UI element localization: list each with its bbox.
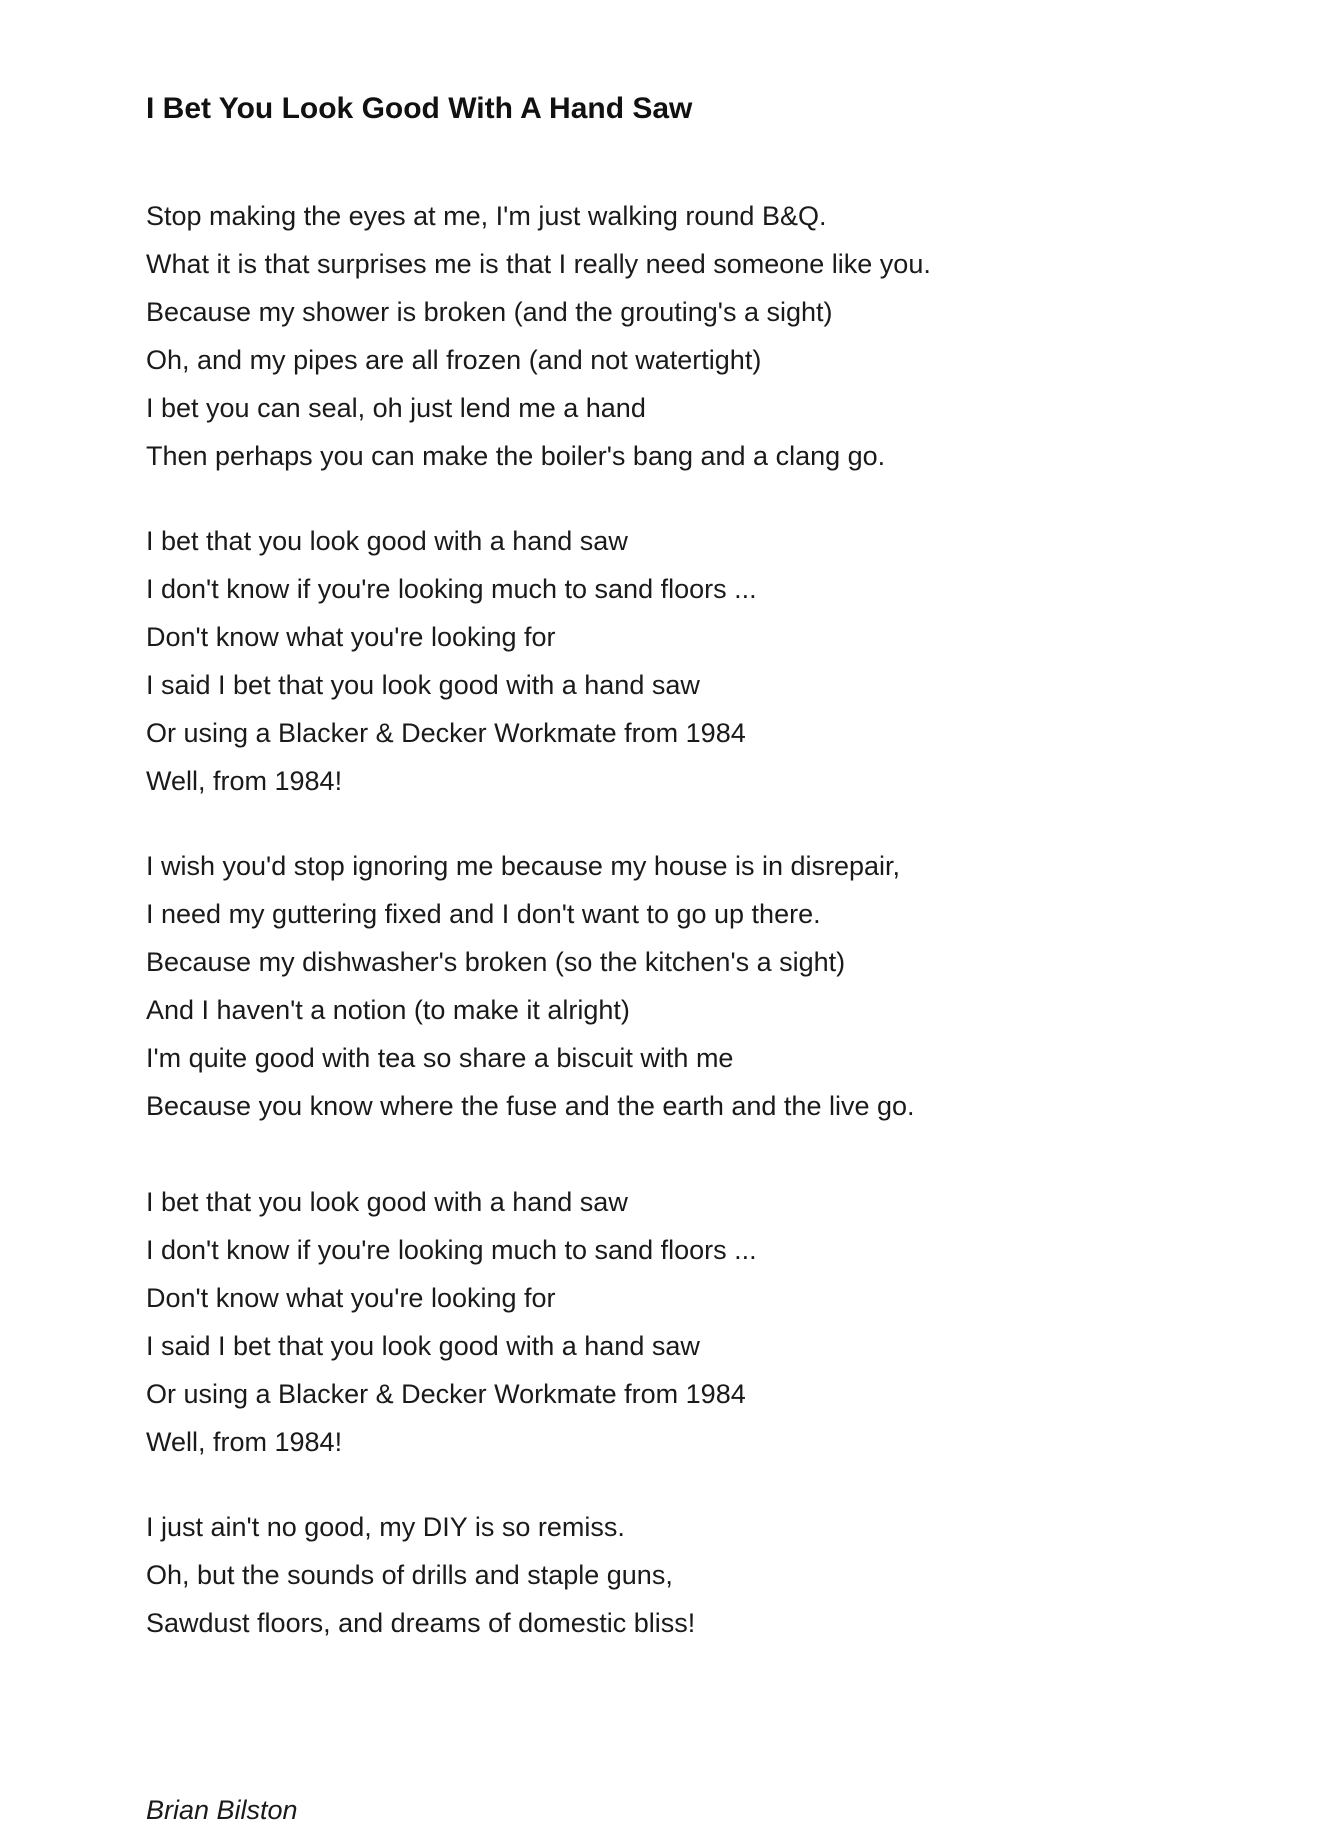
stanza-1 [146, 192, 931, 480]
poem-line: I'm quite good with tea so share a biscuit with me [146, 1043, 734, 1073]
poem-line: Or using a Blacker & Decker Workmate from 1984 [146, 1379, 746, 1409]
poem-author: Brian Bilston [146, 1795, 298, 1825]
poem-line: Don't know what you're looking for [146, 1283, 556, 1313]
poem-line: Then perhaps you can make the boiler's bang and a clang go. [146, 441, 886, 471]
stanza-4 [146, 1178, 757, 1466]
poem-line: I bet that you look good with a hand saw [146, 526, 628, 556]
poem-line: I just ain't no good, my DIY is so remiss. [146, 1512, 625, 1542]
poem-line: Oh, but the sounds of drills and staple guns, [146, 1560, 673, 1590]
poem-title: I Bet You Look Good With A Hand Saw [146, 92, 693, 125]
poem-line: I bet that you look good with a hand saw [146, 1187, 628, 1217]
poem-line: And I haven't a notion (to make it alright) [146, 995, 630, 1025]
poem-line: I don't know if you're looking much to sand floors ... [146, 1235, 757, 1265]
poem-line: Because my shower is broken (and the grouting's a sight) [146, 297, 833, 327]
stanza-5 [146, 1503, 695, 1647]
poem-line: Well, from 1984! [146, 1427, 343, 1457]
poem-line: I don't know if you're looking much to sand floors ... [146, 574, 757, 604]
poem-line: I bet you can seal, oh just lend me a hand [146, 393, 646, 423]
poem-line: I need my guttering fixed and I don't want to go up there. [146, 899, 821, 929]
stanza-2 [146, 517, 757, 805]
poem-line: Or using a Blacker & Decker Workmate from 1984 [146, 718, 746, 748]
poem-line: I said I bet that you look good with a hand saw [146, 670, 700, 700]
poem-line: What it is that surprises me is that I really need someone like you. [146, 249, 931, 279]
poem-line: Stop making the eyes at me, I'm just walking round B&Q. [146, 201, 827, 231]
poem-line: Oh, and my pipes are all frozen (and not watertight) [146, 345, 762, 375]
stanza-3 [146, 842, 915, 1130]
poem-line: I said I bet that you look good with a hand saw [146, 1331, 700, 1361]
poem-line: Well, from 1984! [146, 766, 343, 796]
poem-line: I wish you'd stop ignoring me because my house is in disrepair, [146, 851, 901, 881]
poem-line: Because you know where the fuse and the earth and the live go. [146, 1091, 915, 1121]
poem-line: Don't know what you're looking for [146, 622, 556, 652]
poem-line: Because my dishwasher's broken (so the kitchen's a sight) [146, 947, 846, 977]
poem-line: Sawdust floors, and dreams of domestic bliss! [146, 1608, 696, 1638]
poem-page [146, 90, 1246, 1825]
